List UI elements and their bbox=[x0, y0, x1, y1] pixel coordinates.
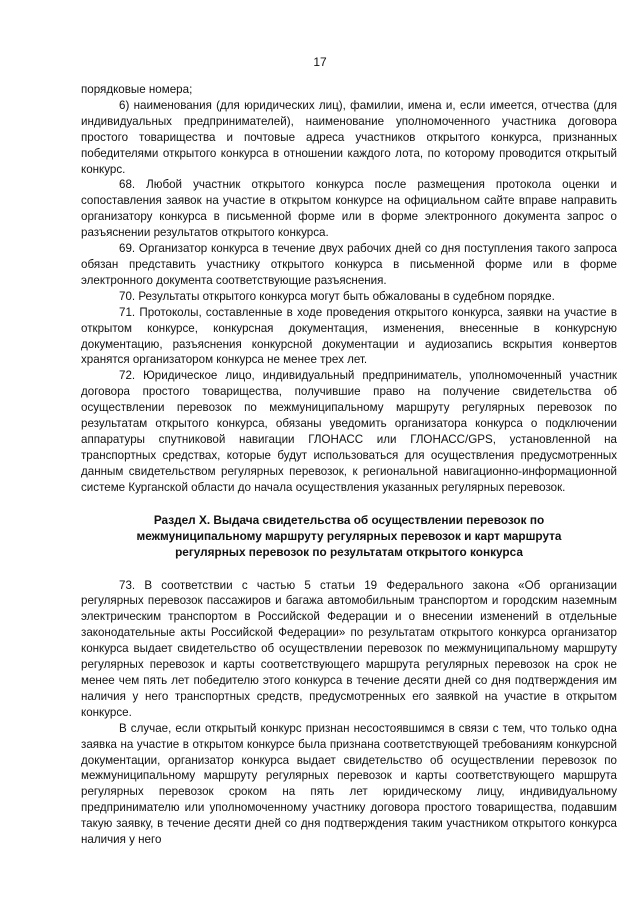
paragraph: 71. Протоколы, составленные в ходе проведения открытого конкурса, заявки на участие в открытом конкурсе, конкурсная документация, изменения, внесенные в конкурсную документацию, разъяснения конкурсной документации и аудиозапись вскрытия конвертов хранятся организатором конкурса не менее трех лет. bbox=[81, 305, 617, 367]
paragraph: 73. В соответствии с частью 5 статьи 19 Федерального закона «Об организации регулярных перевозок пассажиров и багажа автомобильным транспортом и городским наземным электрическим транспортом в Российской Федерации и о внесении изменений в отдельные законодательные акты Российской Федерации» по результатам открытого конкурса организатор конкурса выдает свидетельство об осуществлении перевозок по межмуниципальному маршруту регулярных перевозок и карты соответствующего маршрута регулярных перевозок на срок не менее чем пять лет победителю этого конкурса в течение десяти дней со дня подтверждения им наличия у него транспортных средств, предусмотренных его заявкой на участие в открытом конкурсе. bbox=[81, 578, 617, 719]
section-heading bbox=[81, 512, 617, 560]
section-heading-line: Раздел X. Выдача свидетельства об осуществлении перевозок по bbox=[153, 512, 545, 527]
paragraphs-after-section bbox=[81, 578, 617, 848]
paragraph: 72. Юридическое лицо, индивидуальный предприниматель, уполномоченный участник договора простого товарищества, получившие право на получение свидетельства об осуществлении перевозок по межмуниципальному маршруту регулярных перевозок по результатам открытого конкурса, обязаны уведомить организатора конкурса о подключении аппаратуры спутниковой навигации ГЛОНАСС или ГЛОНАСС/GPS, установленной на транспортных средствах, которые будут использоваться для осуществления предусмотренных данным свидетельством регулярных перевозок, к региональной навигационно-информационной системе Курганской области до начала осуществления указанных регулярных перевозок. bbox=[81, 369, 617, 494]
page-number: 17 bbox=[313, 55, 327, 69]
paragraph: порядковые номера; bbox=[81, 83, 193, 96]
section-heading-line: межмуниципальному маршруту регулярных перевозок и карт маршрута bbox=[136, 528, 562, 543]
paragraphs-before-section bbox=[81, 82, 617, 496]
paragraph: В случае, если открытый конкурс признан несостоявшимся в связи с тем, что только одна заявка на участие в открытом конкурсе была признана соответствующей требованиям конкурсной документации, организатор конкурса выдает свидетельство об осуществлении перевозок по межмуниципальному маршруту регулярных перевозок и карты соответствующего маршрута регулярных перевозок сроком на пять лет юридическому лицу, индивидуальному предпринимателю или уполномоченному участнику договора простого товарищества, подавшим такую заявку, в течение десяти дней со дня подтверждения таким участником открытого конкурса наличия у него bbox=[81, 721, 617, 847]
paragraph: 70. Результаты открытого конкурса могут быть обжалованы в судебном порядке. bbox=[119, 289, 555, 303]
paragraph: 69. Организатор конкурса в течение двух рабочих дней со дня поступления такого запроса обязан представить участнику открытого конкурса в письменной форме или в форме электронного документа соответствующие разъяснения. bbox=[81, 242, 617, 287]
paragraph: 6) наименования (для юридических лиц), фамилии, имена и, если имеется, отчества (для индивидуальных предпринимателей), наименование уполномоченного участника договора простого товарищества и почтовые адреса участников открытого конкурса, признанных победителями открытого конкурса в отношении каждого лота, по которому проводится открытый конкурс. bbox=[81, 98, 617, 176]
section-heading-line: регулярных перевозок по результатам открытого конкурса bbox=[175, 544, 523, 559]
document-body bbox=[81, 82, 617, 848]
paragraph: 68. Любой участник открытого конкурса после размещения протокола оценки и сопоставления заявок на участие в открытом конкурсе на официальном сайте вправе направить организатору конкурса в письменной форме или в форме электронного документа запрос о разъяснении результатов открытого конкурса. bbox=[81, 178, 617, 240]
